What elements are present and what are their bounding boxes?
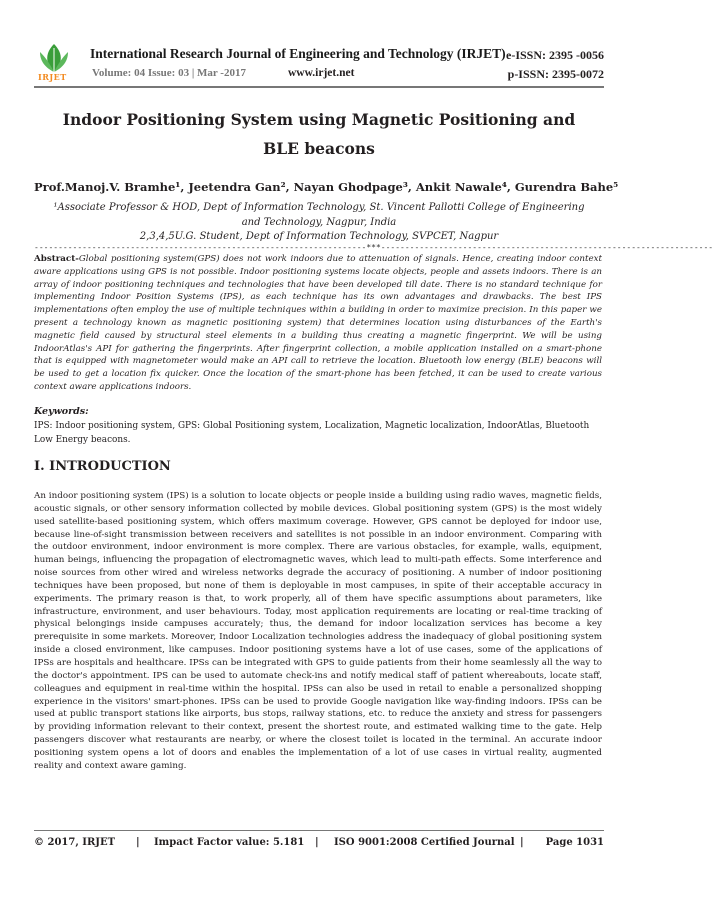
volume-issue: Volume: 04 Issue: 03 | Mar -2017	[92, 67, 246, 79]
author-list: Prof.Manoj.V. Bramhe¹, Jeetendra Gan², Nayan Ghodpage³, Ankit Nawale⁴, Gurendra Bahe⁵	[34, 180, 619, 194]
section-divider: ---------------------------------------------------------------------***---------------------------------------------------------------------	[34, 243, 713, 252]
section-heading-introduction: I. INTRODUCTION	[34, 459, 171, 474]
affiliation-2: 2,3,4,5U.G. Student, Dept of Information Technology, SVPCET, Nagpur	[139, 231, 499, 242]
introduction-body: An indoor positioning system (IPS) is a solution to locate objects or people inside a building using radio waves, magnetic fields, acoustic signals, or other sensory information collected by mobile devices. Global positioning system (GPS) is the most widely used satellite-based positioning system, which offers maximum coverage. However, GPS cannot be deployed for indoor use, because line-of-sight transmission between receivers and satellites is not possible in an indoor environment. Comparing with the outdoor environment, indoor environment is more complex. There are various obstacles, for example, walls, equipment, human beings, influencing the propagation of electromagnetic waves, which lead to multi-path effects. Some interference and noise sources from other wired and wireless networks degrade the accuracy of positioning. A number of indoor positioning techniques have been proposed, but none of them is deployable in most campuses, in spite of their acceptable accuracy in experiments. The primary reason is that, to work properly, all of them have specific assumptions about parameters, like infrastructure, environment, and user behaviours. Today, most application requirements are locating or real-time tracking of physical belongings inside campuses accurately; thus, the demand for indoor localization services has become a key prerequisite in some markets. Moreover, Indoor Localization technologies address the inadequacy of global positioning system inside a closed environment, like campuses. Indoor positioning systems have a lot of use cases, some of the applications of IPSs are hospitals and healthcare. IPSs can be integrated with GPS to guide patients from their home seamlessly all the way to the doctor's appointment. IPS can be used to automate check-ins and notify medical staff of patient whereabouts, locate staff, colleagues and equipment in real-time within the hospital. IPSs can also be used in retail to enable a personalized shopping experience in the visitors' smart-phones. IPSs can be used to provide Google navigation like way-finding indoors. IPSs can be used at public transport stations like airports, bus stops, railway stations, etc. to reduce the anxiety and stress for passengers by providing information relevant to their context, present the shortest route, and estimated walking time to the gate. Help passengers discover what restaurants are nearby, or where the closest toilet is located in the terminal. An accurate indoor positioning system opens a lot of doors and enables the implementation of a lot of use cases in virtual reality, augmented reality and context aware gaming.	[34, 491, 602, 771]
journal-title: International Research Journal of Engineering and Technology (IRJET)	[90, 46, 506, 61]
keywords-text: IPS: Indoor positioning system, GPS: Global Positioning system, Localization, Magnetic localization, IndoorAtlas, Bluetooth Low Energy beacons.	[34, 421, 590, 445]
affiliation-1: ¹Associate Professor & HOD, Dept of Information Technology, St. Vincent Pallotti College of Engineering and Technology, Nagpur, India	[53, 202, 585, 228]
footer-iso: ISO 9001:2008 Certified Journal	[334, 837, 515, 848]
footer-rule	[34, 830, 604, 831]
abstract-text: Global positioning system(GPS) does not work indoors due to attenuation of signals. Hence, creating indoor context aware applications using GPS is not possible. Indoor positioning systems locate objects, people and assets indoors. There is an array of indoor positioning techniques and technologies that have been developed till date. There is no standard technique for implementing Indoor Position Systems (IPS), as each technique has its own advantages and drawbacks. The best IPS implementations often employ the use of multiple techniques within a building in order to maximize precision. In this paper we present a technology known as magnetic positioning system) that determines location using disturbances of the Earth's magnetic field caused by structural steel elements in a building thus creating a magnetic fingerprint. We will be using IndoorAtlas's API for gathering the fingerprints. After fingerprint collection, a mobile application installed on a smart-phone that is equipped with magnetometer would make an API call to retrieve the location. Bluetooth low energy (BLE) beacons will be used to get a location fix quicker. Once the location of the smart-phone has been fetched, it can be used to create various context aware applications indoors.	[34, 254, 602, 392]
footer-separator: |	[315, 837, 319, 848]
title-line-2: BLE beacons	[263, 139, 375, 158]
keywords-label: Keywords:	[34, 406, 89, 417]
title-line-1: Indoor Positioning System using Magnetic Positioning and	[62, 110, 576, 129]
footer-page-number: Page 1031	[545, 837, 604, 848]
eissn: e-ISSN: 2395 -0056	[506, 48, 604, 62]
journal-header	[34, 42, 604, 88]
header-rule	[34, 86, 604, 88]
footer-separator: |	[520, 837, 524, 848]
footer-copyright: © 2017, IRJET	[34, 837, 116, 848]
abstract-label: Abstract-	[34, 254, 79, 264]
journal-website: www.irjet.net	[288, 67, 355, 79]
footer-impact-factor: Impact Factor value: 5.181	[154, 837, 305, 848]
page-footer	[34, 837, 604, 853]
logo-wordmark: IRJET	[38, 72, 67, 82]
paper-title	[34, 105, 604, 163]
footer-separator: |	[136, 837, 140, 848]
abstract	[34, 253, 602, 394]
pissn: p-ISSN: 2395-0072	[507, 67, 604, 81]
